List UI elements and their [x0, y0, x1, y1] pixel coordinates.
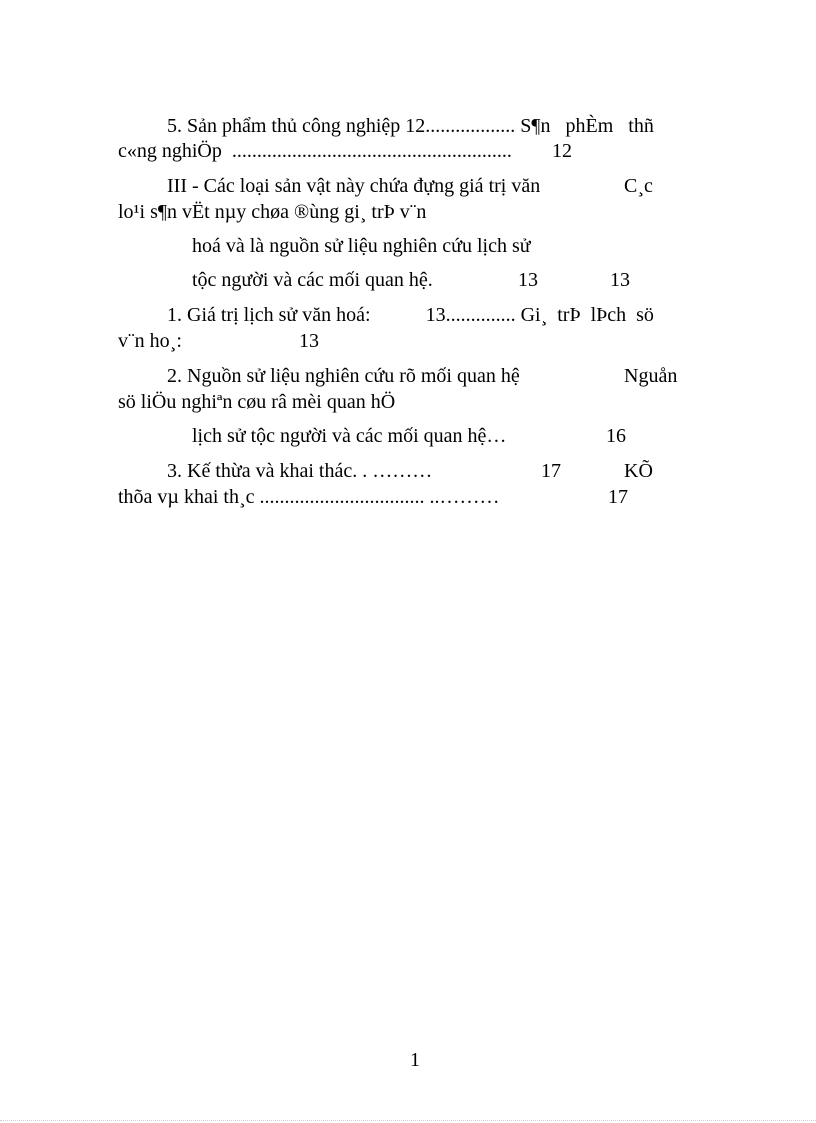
toc-entry-3-line2: thõa vµ khai th¸c ................................. ..………	[118, 486, 500, 508]
toc-entry-iii-line1-tail: C¸c	[624, 175, 653, 197]
toc-entry-5-page: 12	[552, 140, 572, 162]
toc-entry-2-line1: 2. Nguồn sử liệu nghiên cứu rõ mối quan hệ	[167, 365, 520, 387]
toc-entry-iii-line4: tộc người và các mối quan hệ.	[192, 269, 433, 291]
toc-entry-2-page: 16	[606, 425, 626, 447]
toc-entry-2-line3: lịch sử tộc người và các mối quan hệ…	[192, 425, 507, 447]
toc-entry-iii-line1: III - Các loại sản vật này chứa đựng giá trị văn	[167, 175, 541, 197]
toc-entry-3-line1-tail: KÕ	[624, 460, 653, 482]
toc-entry-iii-page-b: 13	[610, 269, 630, 291]
toc-entry-1-page: 13	[299, 330, 319, 352]
toc-entry-1-line2: v¨n ho¸:	[118, 330, 182, 352]
toc-entry-3-page: 17	[541, 460, 561, 482]
toc-entry-iii-page-a: 13	[518, 269, 538, 291]
toc-entry-5-line2: c«ng nghiÖp ........................................................	[118, 140, 512, 162]
toc-entry-3-line2-page: 17	[608, 486, 628, 508]
page-number: 1	[410, 1049, 420, 1071]
toc-entry-2-line1-tail: Nguån	[624, 365, 678, 387]
toc-entry-1-line1: 1. Giá trị lịch sử văn hoá: 13.............. Gi¸ trÞ lÞch sö	[167, 304, 654, 326]
toc-entry-2-line2: sö liÖu nghiªn cøu râ mèi quan hÖ	[118, 391, 396, 413]
toc-entry-iii-line2: lo¹i s¶n vËt nµy chøa ®ùng gi¸ trÞ v¨n	[118, 201, 427, 223]
toc-entry-5-line1: 5. Sản phẩm thủ công nghiệp 12.................. S¶n phÈm thñ	[167, 115, 654, 137]
page-bottom-divider	[0, 1120, 816, 1121]
toc-entry-3-line1: 3. Kế thừa và khai thác. . ………	[167, 460, 433, 482]
toc-entry-iii-line3: hoá và là nguồn sử liệu nghiên cứu lịch sử	[192, 235, 531, 257]
